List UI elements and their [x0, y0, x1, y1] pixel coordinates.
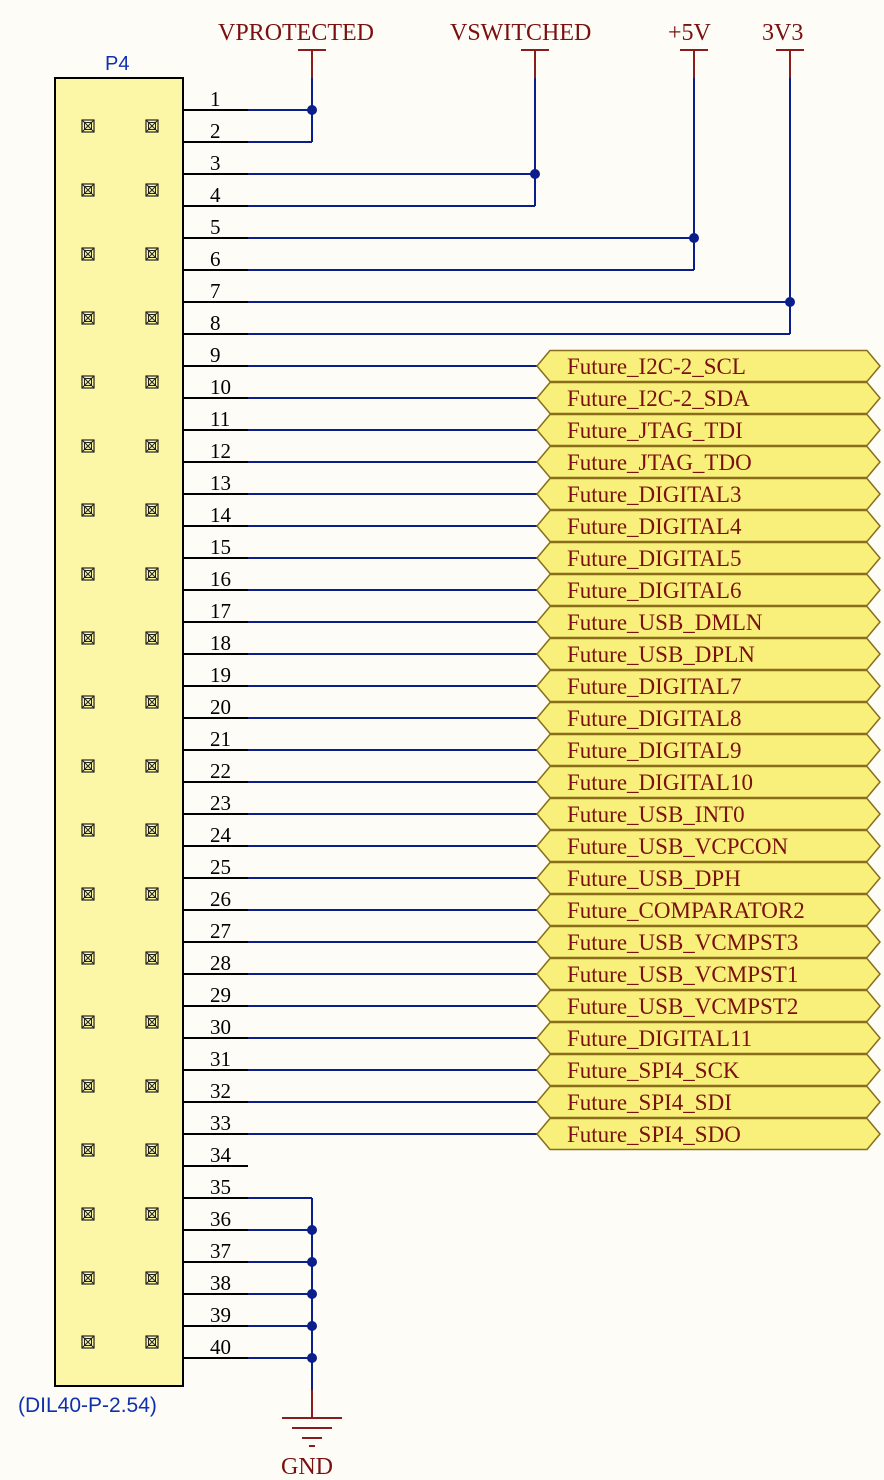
pin-26-number: 26: [210, 887, 231, 911]
pin-19-number: 19: [210, 663, 231, 687]
pin-21-number: 21: [210, 727, 231, 751]
pin-38-number: 38: [210, 1271, 231, 1295]
pin-31-number: 31: [210, 1047, 231, 1071]
pin-11-number: 11: [210, 407, 231, 431]
pin-22-number: 22: [210, 759, 231, 783]
pin-32-number: 32: [210, 1079, 231, 1103]
power-port-label: +5V: [668, 20, 711, 46]
net-label-text: Future_USB_INT0: [567, 802, 745, 827]
pin-9-number: 9: [210, 343, 221, 367]
pin-17-number: 17: [210, 599, 231, 623]
net-label-text: Future_USB_VCMPST2: [567, 994, 799, 1019]
pin-36-number: 36: [210, 1207, 231, 1231]
net-label-text: Future_DIGITAL9: [567, 738, 742, 763]
net-label-text: Future_DIGITAL8: [567, 706, 742, 731]
pin-18-number: 18: [210, 631, 231, 655]
gnd-label: GND: [281, 1454, 333, 1480]
pin-10-number: 10: [210, 375, 231, 399]
pin-13-number: 13: [210, 471, 231, 495]
pin-30-number: 30: [210, 1015, 231, 1039]
junction-dot: [689, 233, 699, 243]
connector-body: [55, 78, 183, 1386]
net-label-text: Future_SPI4_SDO: [567, 1122, 741, 1147]
pin-37-number: 37: [210, 1239, 231, 1263]
connector-body-layer: [18, 53, 183, 1417]
power-port-label: 3V3: [762, 20, 804, 46]
pin-1-number: 1: [210, 87, 221, 111]
pin-39-number: 39: [210, 1303, 231, 1327]
component-designator: P4: [105, 53, 130, 75]
net-label-text: Future_COMPARATOR2: [567, 898, 805, 923]
pin-33-number: 33: [210, 1111, 231, 1135]
net-label-text: Future_I2C-2_SDA: [567, 386, 750, 411]
pin-24-number: 24: [210, 823, 231, 847]
pin-25-number: 25: [210, 855, 231, 879]
net-label-text: Future_DIGITAL3: [567, 482, 742, 507]
connector-pins-layer: [183, 87, 248, 1359]
pin-8-number: 8: [210, 311, 221, 335]
net-label-text: Future_JTAG_TDI: [567, 418, 743, 443]
net-label-text: Future_USB_VCPCON: [567, 834, 789, 859]
net-label-text: Future_DIGITAL4: [567, 514, 742, 539]
ground-layer: [281, 1390, 342, 1480]
pin-34-number: 34: [210, 1143, 231, 1167]
pin-15-number: 15: [210, 535, 231, 559]
pin-7-number: 7: [210, 279, 221, 303]
power-ports-layer: [218, 20, 804, 78]
pin-28-number: 28: [210, 951, 231, 975]
pin-16-number: 16: [210, 567, 231, 591]
pin-6-number: 6: [210, 247, 221, 271]
pin-29-number: 29: [210, 983, 231, 1007]
component-footprint: (DIL40-P-2.54): [18, 1394, 157, 1417]
net-label-text: Future_USB_DPLN: [567, 642, 755, 667]
pin-14-number: 14: [210, 503, 231, 527]
net-labels-layer: [537, 351, 880, 1150]
pin-20-number: 20: [210, 695, 231, 719]
net-label-text: Future_USB_VCMPST1: [567, 962, 799, 987]
pin-4-number: 4: [210, 183, 221, 207]
net-label-text: Future_DIGITAL6: [567, 578, 742, 603]
pin-5-number: 5: [210, 215, 221, 239]
net-label-text: Future_SPI4_SDI: [567, 1090, 732, 1115]
net-label-text: Future_DIGITAL5: [567, 546, 742, 571]
pin-12-number: 12: [210, 439, 231, 463]
pin-2-number: 2: [210, 119, 221, 143]
junction-dot: [307, 105, 317, 115]
net-label-text: Future_SPI4_SCK: [567, 1058, 740, 1083]
pin-40-number: 40: [210, 1335, 231, 1359]
net-label-text: Future_USB_VCMPST3: [567, 930, 799, 955]
junction-dot: [785, 297, 795, 307]
pin-27-number: 27: [210, 919, 231, 943]
net-label-text: Future_DIGITAL7: [567, 674, 742, 699]
net-label-text: Future_I2C-2_SCL: [567, 354, 746, 379]
net-label-text: Future_DIGITAL11: [567, 1026, 753, 1051]
junction-dot: [530, 169, 540, 179]
power-port-label: VPROTECTED: [218, 20, 374, 46]
pin-35-number: 35: [210, 1175, 231, 1199]
net-label-text: Future_USB_DMLN: [567, 610, 763, 635]
net-label-text: Future_JTAG_TDO: [567, 450, 752, 475]
pin-23-number: 23: [210, 791, 231, 815]
pin-3-number: 3: [210, 151, 221, 175]
net-label-text: Future_USB_DPH: [567, 866, 741, 891]
net-label-text: Future_DIGITAL10: [567, 770, 753, 795]
power-port-label: VSWITCHED: [450, 20, 592, 46]
